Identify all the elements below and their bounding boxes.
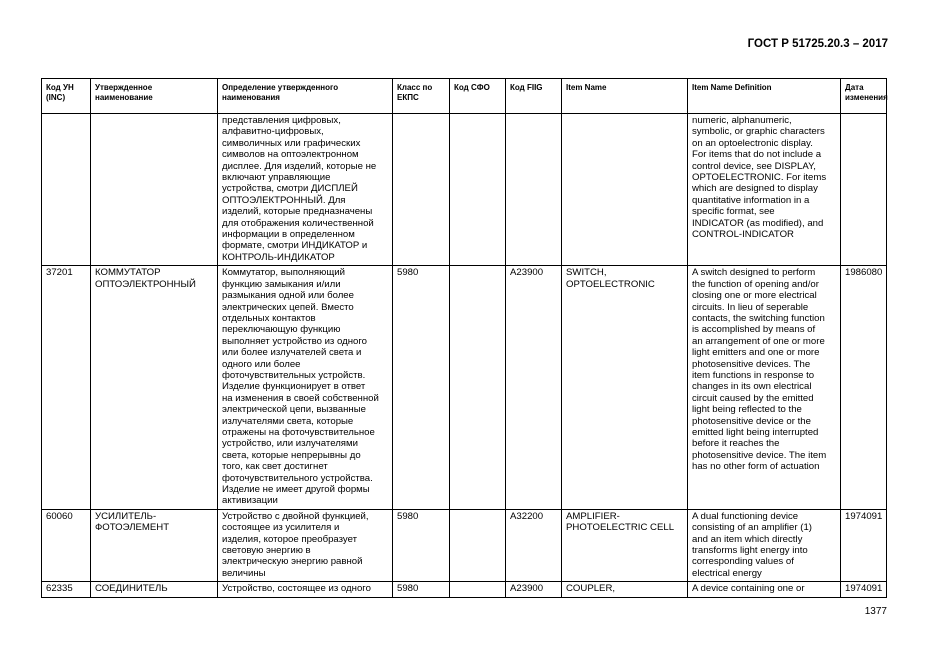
cell-item-name: [562, 114, 688, 266]
cell-class: 5980: [393, 509, 450, 581]
cell-name-ru: УСИЛИТЕЛЬ- ФОТОЭЛЕМЕНТ: [91, 509, 218, 581]
cell-inc: 37201: [42, 266, 91, 510]
cell-date: 1974091: [841, 509, 887, 581]
cell-definition-ru: Устройство с двойной функцией, состоящее из усилителя и изделия, которое преобразует световую энергию в электрическую энергию равной величины: [218, 509, 393, 581]
cell-item-definition: A dual functioning device consisting of an amplifier (1) and an item which directly transforms light energy into corresponding values of electrical energy: [688, 509, 841, 581]
cell-inc: 62335: [42, 582, 91, 597]
cell-fiig: A32200: [506, 509, 562, 581]
table-row: [42, 582, 887, 597]
header-item-definition: Item Name Definition: [688, 79, 841, 114]
cell-date: 1974091: [841, 582, 887, 597]
cell-name-ru: СОЕДИНИТЕЛЬ: [91, 582, 218, 597]
cell-definition-ru: Коммутатор, выполняющий функцию замыкания и/или размыкания одной или более электрических цепей. Вместо отдельных контактов переключающую функцию выполняет устройство из одного или более излучателей света и одного или более фоточувствительных устройств. Изделие функционирует в ответ на изменения в своей собственной электрической цепи, вызванные излучателями света, которые отражены на фоточувствительное устройство, или излучателями света, которые непрерывны до того, как свет достигнет фоточувствительного устройства. Изделие не имеет другой формы активизации: [218, 266, 393, 510]
document-code: ГОСТ Р 51725.20.3 – 2017: [747, 38, 888, 50]
cell-name-ru: [91, 114, 218, 266]
cell-class: 5980: [393, 266, 450, 510]
header-class: Класс по ЕКПС: [393, 79, 450, 114]
cell-date: 1986080: [841, 266, 887, 510]
header-definition: Определение утвержденного наименования: [218, 79, 393, 114]
cell-item-definition: A switch designed to perform the function of opening and/or closing one or more electrical circuits. In lieu of seperable contacts, the switching function is accomplished by means of an arrangement of one or more light emitters and one or more photosensitive devices. The item functions in response to changes in its own electrical circuit caused by the emitted light being reflected to the photosensitive device or the emitted light being interrupted before it reaches the photosensitive device. The item has no other form of actuation: [688, 266, 841, 510]
header-date: Дата изменения: [841, 79, 887, 114]
cell-class: 5980: [393, 582, 450, 597]
cell-item-name: AMPLIFIER- PHOTOELECTRIC CELL: [562, 509, 688, 581]
cell-sfo: [450, 509, 506, 581]
catalog-table: [41, 78, 887, 598]
table-header-row: [42, 79, 887, 114]
cell-item-name: COUPLER,: [562, 582, 688, 597]
header-inc: Код УН (INC): [42, 79, 91, 114]
table-row: [42, 509, 887, 581]
cell-sfo: [450, 114, 506, 266]
cell-name-ru: КОММУТАТОР ОПТОЭЛЕКТРОННЫЙ: [91, 266, 218, 510]
cell-sfo: [450, 266, 506, 510]
page-number: 1377: [864, 606, 887, 617]
header-sfo: Код СФО: [450, 79, 506, 114]
cell-class: [393, 114, 450, 266]
table-row: [42, 114, 887, 266]
cell-fiig: [506, 114, 562, 266]
cell-item-name: SWITCH, OPTOELECTRONIC: [562, 266, 688, 510]
cell-date: [841, 114, 887, 266]
header-item-name: Item Name: [562, 79, 688, 114]
cell-item-definition: numeric, alphanumeric, symbolic, or graphic characters on an optoelectronic display. For items that do not include a control device, see DISPLAY, OPTOELECTRONIC. For items which are designed to display quantitative information in a specific format, see INDICATOR (as modified), and CONTROL-INDICATOR: [688, 114, 841, 266]
cell-inc: 60060: [42, 509, 91, 581]
cell-fiig: A23900: [506, 266, 562, 510]
header-fiig: Код FIIG: [506, 79, 562, 114]
cell-definition-ru: представления цифровых, алфавитно-цифровых, символичных или графических символов на оптоэлектронном дисплее. Для изделий, которые не включают управляющие устройства, смотри ДИСПЛЕЙ ОПТОЭЛЕКТРОННЫЙ. Для изделий, которые предназначены для отображения количественной информации в определенном формате, смотри ИНДИКАТОР и КОНТРОЛЬ-ИНДИКАТОР: [218, 114, 393, 266]
cell-item-definition: A device containing one or: [688, 582, 841, 597]
cell-fiig: A23900: [506, 582, 562, 597]
cell-definition-ru: Устройство, состоящее из одного: [218, 582, 393, 597]
cell-inc: [42, 114, 91, 266]
cell-sfo: [450, 582, 506, 597]
header-approved-name: Утвержденное наименование: [91, 79, 218, 114]
table-row: [42, 266, 887, 510]
